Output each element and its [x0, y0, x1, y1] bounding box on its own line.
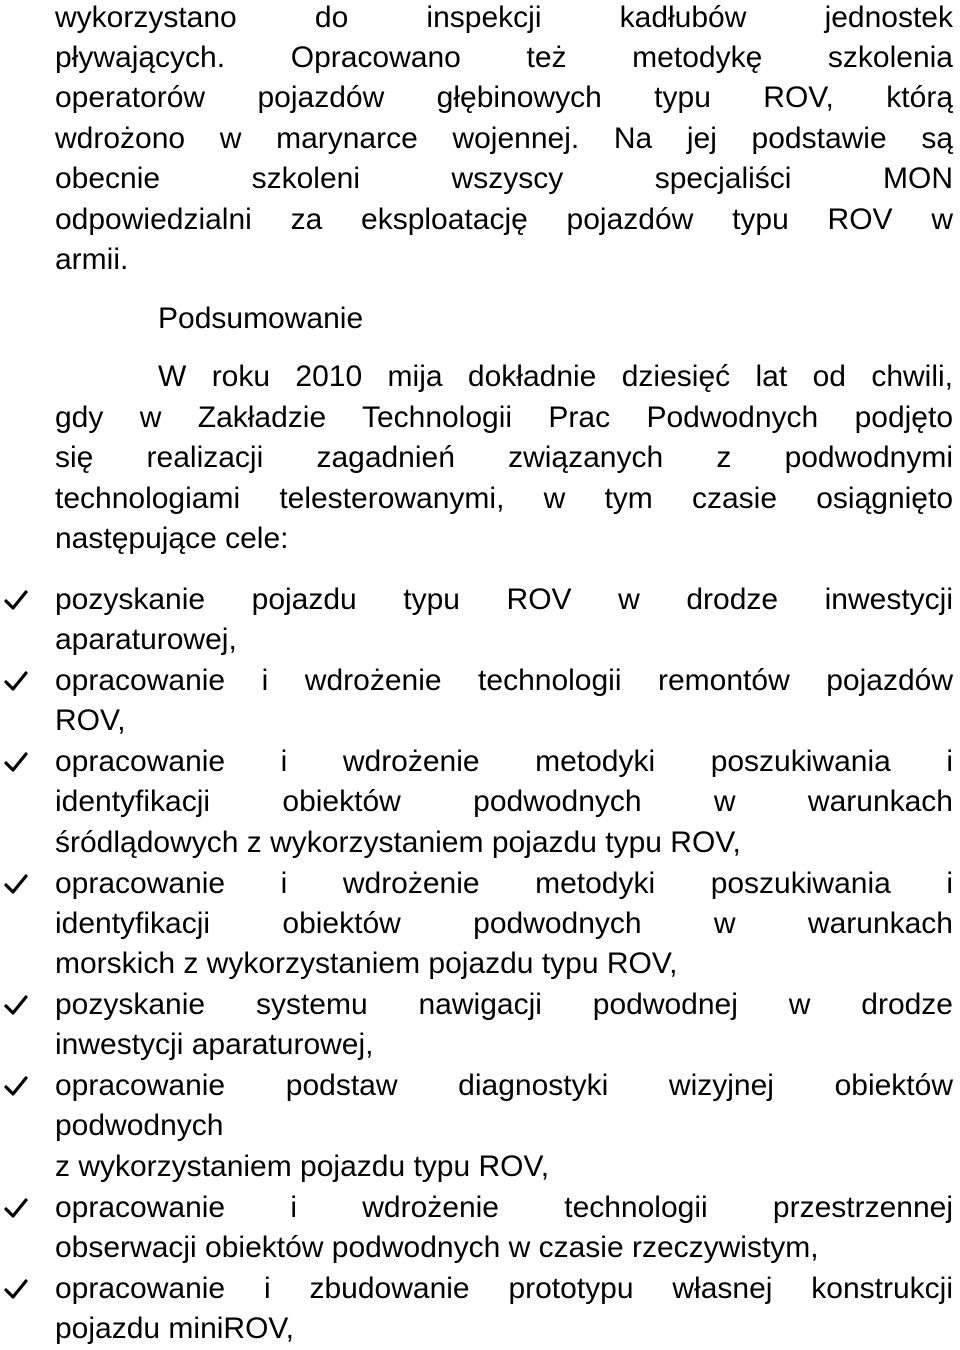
- summary-line: W roku 2010 mija dokładnie dziesięć lat od chwili,: [158, 360, 953, 393]
- list-item-line: opracowanie i wdrożenie technologii przestrzennej: [55, 1191, 953, 1224]
- intro-line: wykorzystano do inspekcji kadłubów jednostek: [55, 1, 953, 34]
- list-item-line: opracowanie i zbudowanie prototypu własnej konstrukcji: [55, 1272, 953, 1305]
- list-item-line: pojazdu miniROV,: [55, 1312, 295, 1345]
- checkmark-icon: [4, 1074, 28, 1098]
- checkmark-icon: [4, 993, 28, 1017]
- intro-line: odpowiedzialni za eksploatację pojazdów typu ROV w: [55, 203, 953, 236]
- intro-line: operatorów pojazdów głębinowych typu ROV, którą: [55, 81, 953, 114]
- list-item-line: z wykorzystaniem pojazdu typu ROV,: [55, 1150, 550, 1183]
- list-item-line: identyfikacji obiektów podwodnych w warunkach: [55, 785, 953, 818]
- checkmark-icon: [4, 1196, 28, 1220]
- checkmark-icon: [4, 588, 28, 612]
- list-item-line: podwodnych: [55, 1109, 224, 1142]
- summary-line: gdy w Zakładzie Technologii Prac Podwodnych podjęto: [55, 401, 953, 434]
- summary-line: się realizacji zagadnień związanych z podwodnymi: [55, 441, 953, 474]
- intro-line: wdrożono w marynarce wojennej. Na jej podstawie są: [55, 122, 953, 155]
- list-item-line: pozyskanie pojazdu typu ROV w drodze inwestycji: [55, 583, 953, 616]
- list-item-line: inwestycji aparaturowej,: [55, 1028, 374, 1061]
- summary-line: technologiami telesterowanymi, w tym czasie osiągnięto: [55, 482, 953, 515]
- list-item-line: obserwacji obiektów podwodnych w czasie rzeczywistym,: [55, 1231, 819, 1264]
- checkmark-icon: [4, 1277, 28, 1301]
- list-item-line: opracowanie i wdrożenie metodyki poszukiwania i: [55, 745, 953, 778]
- intro-line: pływających. Opracowano też metodykę szkolenia: [55, 41, 953, 74]
- list-item-line: opracowanie i wdrożenie metodyki poszukiwania i: [55, 867, 953, 900]
- section-heading: Podsumowanie: [158, 302, 364, 335]
- list-item-line: śródlądowych z wykorzystaniem pojazdu typu ROV,: [55, 826, 741, 859]
- list-item-line: ROV,: [55, 704, 126, 737]
- list-item-line: opracowanie podstaw diagnostyki wizyjnej obiektów: [55, 1069, 953, 1102]
- checkmark-icon: [4, 669, 28, 693]
- list-item-line: opracowanie i wdrożenie technologii remontów pojazdów: [55, 664, 953, 697]
- list-item-line: pozyskanie systemu nawigacji podwodnej w drodze: [55, 988, 953, 1021]
- list-item-line: morskich z wykorzystaniem pojazdu typu ROV,: [55, 947, 678, 980]
- summary-line: następujące cele:: [55, 522, 289, 555]
- list-item-line: aparaturowej,: [55, 623, 237, 656]
- checkmark-icon: [4, 750, 28, 774]
- checkmark-icon: [4, 872, 28, 896]
- list-item-line: identyfikacji obiektów podwodnych w warunkach: [55, 907, 953, 940]
- intro-line: obecnie szkoleni wszyscy specjaliści MON: [55, 162, 953, 195]
- intro-line: armii.: [55, 243, 129, 276]
